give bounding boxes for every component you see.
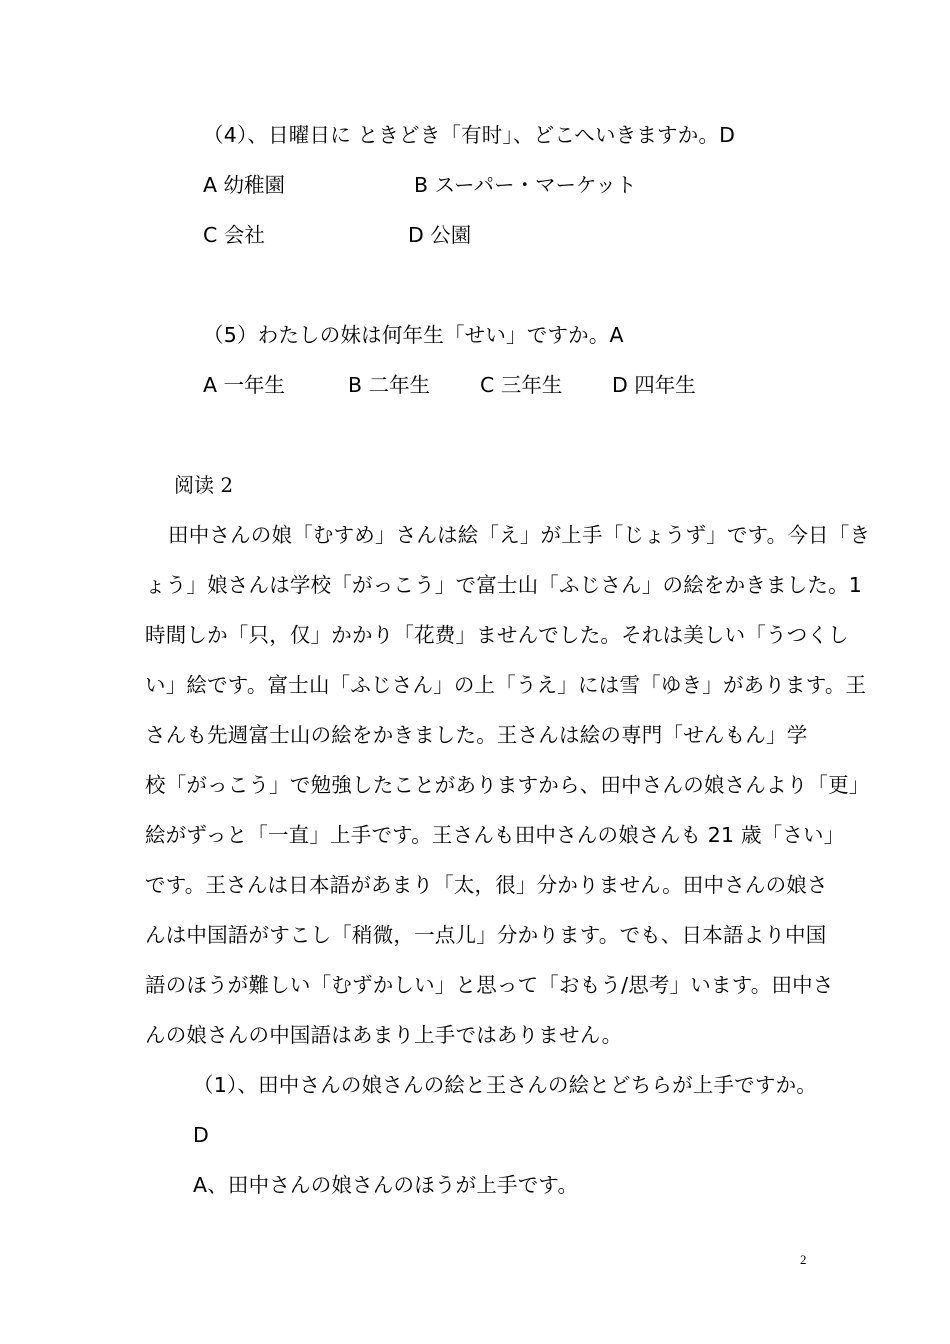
question-4-choices-row-2 xyxy=(0,222,950,248)
choice-a: A 幼稚園 xyxy=(203,173,286,197)
choice-d: D 四年生 xyxy=(612,373,696,397)
passage-line: 田中さんの娘「むすめ」さんは絵「え」が上手「じょうず」です。今日「き xyxy=(168,523,871,547)
choice-c: C 会社 xyxy=(203,223,265,247)
choice-b: B 二年生 xyxy=(348,373,431,397)
passage-line: 絵がずっと「一直」上手です。王さんも田中さんの娘さんも 21 歳「さい」 xyxy=(145,823,845,847)
choice-d: D 公園 xyxy=(408,223,472,247)
question-4-choices-row-1 xyxy=(0,172,950,198)
choice-b: B スーパー・マーケット xyxy=(414,173,637,197)
passage-line: い」絵です。富士山「ふじさん」の上「うえ」には雪「ゆき」があります。王 xyxy=(145,673,867,697)
passage-line: 校「がっこう」で勉強したことがありますから、田中さんの娘さんより「更」 xyxy=(145,773,870,797)
choice-c: C 三年生 xyxy=(480,373,563,397)
passage-line: ょう」娘さんは学校「がっこう」で富士山「ふじさん」の絵をかきました。1 xyxy=(145,573,863,597)
section-heading: 阅读 2 xyxy=(174,473,234,497)
passage-line: です。王さんは日本語があまり「太，很」分かりません。田中さんの娘さ xyxy=(145,873,828,897)
choice-a: A、田中さんの娘さんのほうが上手です。 xyxy=(193,1173,579,1197)
passage-line: 語のほうが難しい「むずかしい」と思って「おもう/思考」います。田中さ xyxy=(145,973,834,997)
reading-question-1: （1）、田中さんの娘さんの絵と王さんの絵とどちらが上手ですか。 xyxy=(193,1073,817,1097)
question-4: （4）、日曜日に ときどき「有时」、どこへいきますか。D xyxy=(203,123,736,147)
question-5-choices xyxy=(0,372,950,398)
choice-a: A 一年生 xyxy=(203,373,286,397)
passage-line: んは中国語がすこし「稍微，一点儿」分かります。でも、日本語より中国 xyxy=(145,923,827,947)
passage-line: んの娘さんの中国語はあまり上手ではありません。 xyxy=(145,1023,623,1047)
passage-line: 時間しか「只，仅」かかり「花费」ませんでした。それは美しい「うつくし xyxy=(145,623,849,647)
page-number: 2 xyxy=(800,1252,807,1267)
question-5: （5）わたしの妹は何年生「せい」ですか。A xyxy=(203,323,624,347)
reading-question-1-answer: D xyxy=(193,1123,209,1147)
passage-line: さんも先週富士山の絵をかきました。王さんは絵の専門「せんもん」学 xyxy=(145,723,808,747)
